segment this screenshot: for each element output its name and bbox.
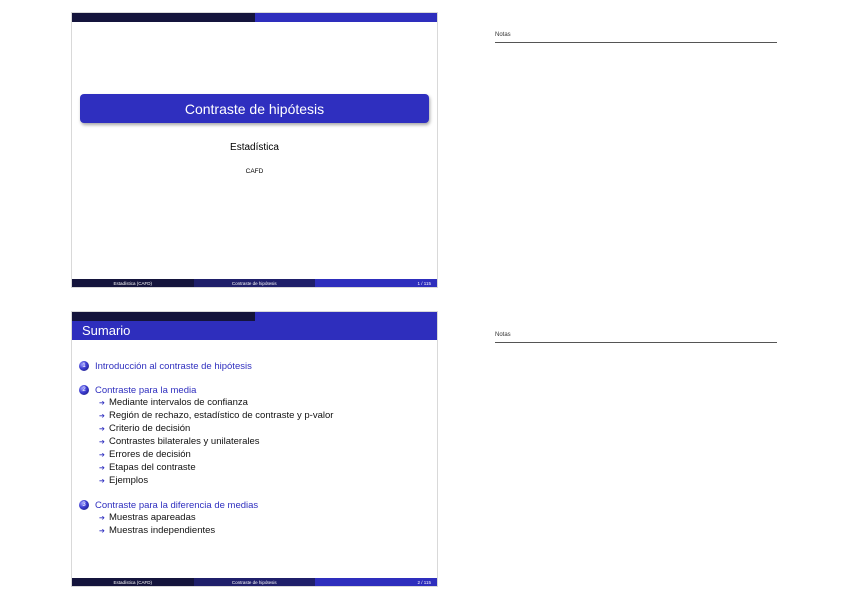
arrow-bullet-icon: ➔ bbox=[99, 477, 105, 485]
toc-subsection[interactable] bbox=[79, 474, 433, 487]
toc-subsection[interactable] bbox=[79, 422, 433, 435]
slide-author: CAFD bbox=[245, 168, 264, 175]
arrow-bullet-icon: ➔ bbox=[99, 464, 105, 472]
footer-page: 2 / 115 bbox=[315, 578, 437, 586]
slide-subtitle: Estadística bbox=[230, 142, 279, 153]
footer-center: Contraste de hipótesis bbox=[194, 279, 316, 287]
toc-subsection[interactable] bbox=[79, 448, 433, 461]
slide-footer bbox=[72, 279, 437, 287]
toc-subsection[interactable] bbox=[79, 524, 433, 537]
slide-top-bar bbox=[72, 13, 437, 22]
toc-subsection[interactable] bbox=[79, 409, 433, 422]
outline-slide bbox=[71, 311, 438, 587]
toc-subsection-label: Criterio de decisión bbox=[109, 423, 191, 434]
frame-title: Sumario bbox=[72, 321, 437, 340]
notes-label: Notas bbox=[495, 32, 777, 43]
section-number-ball-icon: 2 bbox=[79, 385, 89, 395]
table-of-contents bbox=[79, 360, 433, 537]
slide-title: Contraste de hipótesis bbox=[80, 94, 429, 123]
toc-subsection-label: Etapas del contraste bbox=[109, 462, 196, 473]
toc-subsection-label: Muestras independientes bbox=[109, 525, 216, 536]
title-slide bbox=[71, 12, 438, 288]
slide-top-bar bbox=[72, 312, 437, 321]
toc-subsection-label: Región de rechazo, estadístico de contraste y p-valor bbox=[109, 410, 334, 421]
notes-label: Notas bbox=[495, 332, 777, 343]
toc-subsection[interactable] bbox=[79, 461, 433, 474]
slide-footer bbox=[72, 578, 437, 586]
footer-left: Estadística (CAFD) bbox=[72, 578, 194, 586]
toc-subsection-label: Ejemplos bbox=[109, 475, 149, 486]
footer-left: Estadística (CAFD) bbox=[72, 279, 194, 287]
toc-subsection[interactable] bbox=[79, 396, 433, 409]
footer-center: Contraste de hipótesis bbox=[194, 578, 316, 586]
toc-section[interactable] bbox=[79, 384, 433, 396]
toc-section-label: Contraste para la media bbox=[95, 384, 197, 396]
toc-subsection-label: Errores de decisión bbox=[109, 449, 191, 460]
arrow-bullet-icon: ➔ bbox=[99, 438, 105, 446]
toc-subsection[interactable] bbox=[79, 511, 433, 524]
section-number-ball-icon: 3 bbox=[79, 500, 89, 510]
arrow-bullet-icon: ➔ bbox=[99, 451, 105, 459]
toc-section[interactable] bbox=[79, 360, 433, 372]
arrow-bullet-icon: ➔ bbox=[99, 514, 105, 522]
arrow-bullet-icon: ➔ bbox=[99, 425, 105, 433]
arrow-bullet-icon: ➔ bbox=[99, 399, 105, 407]
toc-subsection-label: Contrastes bilaterales y unilaterales bbox=[109, 436, 260, 447]
toc-section-label: Contraste para la diferencia de medias bbox=[95, 499, 259, 511]
toc-section-label: Introducción al contraste de hipótesis bbox=[95, 360, 252, 372]
toc-subsection-label: Mediante intervalos de confianza bbox=[109, 397, 248, 408]
section-number-ball-icon: 1 bbox=[79, 361, 89, 371]
toc-subsection-label: Muestras apareadas bbox=[109, 512, 196, 523]
arrow-bullet-icon: ➔ bbox=[99, 412, 105, 420]
arrow-bullet-icon: ➔ bbox=[99, 527, 105, 535]
footer-page: 1 / 115 bbox=[315, 279, 437, 287]
toc-section[interactable] bbox=[79, 499, 433, 511]
toc-subsection[interactable] bbox=[79, 435, 433, 448]
